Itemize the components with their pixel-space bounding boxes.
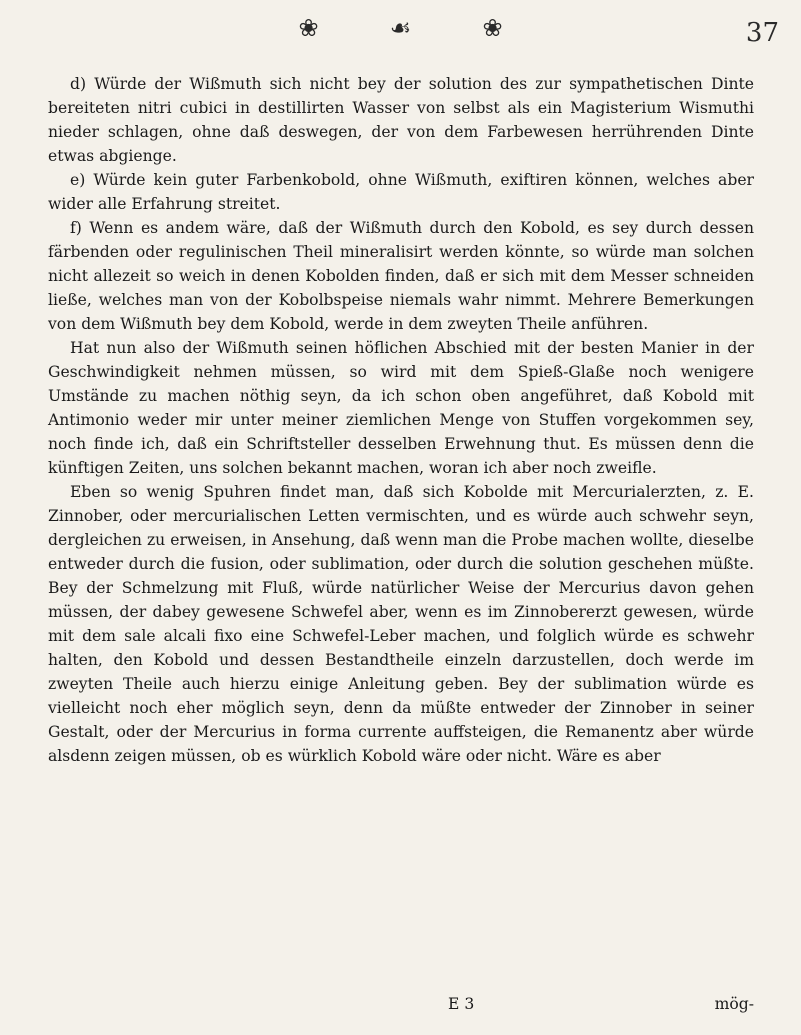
header-ornaments xyxy=(0,14,801,42)
page-footer xyxy=(48,995,754,1013)
page-number: 37 xyxy=(745,18,779,48)
ornament-left-icon: ❀ xyxy=(298,14,319,42)
signature-mark: E 3 xyxy=(448,995,475,1013)
paragraph-mercurial: Eben so wenig Spuhren findet man, daß sich Kobolde mit Mercurialerzten, z. E. Zinnober, oder mercurialischen Letten vermischten, und es würde auch schwehr seyn, dergleichen zu erweisen, in Ansehung, daß wenn man die Probe machen wollte, dieselbe entweder durch die fusion, oder sublimation, oder durch die solution geschehen müßte. Bey der Schmelzung mit Fluß, würde natürlicher Weise der Mercurius davon gehen müssen, der dabey gewesene Schwefel aber, wenn es im Zinnobererzt gewesen, würde mit dem sale alcali fixo eine Schwefel-Leber machen, und folglich würde es schwehr halten, den Kobold und dessen Bestandtheile einzeln darzustellen, doch werde im zweyten Theile auch hierzu einige Anleitung geben. Bey der sublimation würde es vielleicht noch eher möglich seyn, denn da müßte entweder der Zinnober in seiner Gestalt, oder der Mercurius in forma currente auffsteigen, die Remanentz aber würde alsdenn zeigen müssen, ob es würklich Kobold wäre oder nicht. Wäre es aber xyxy=(48,483,754,765)
ornament-right-icon: ❀ xyxy=(482,14,503,42)
paragraph-d: d) Würde der Wißmuth sich nicht bey der solution des zur sympathetischen Dinte bereiteten nitri cubici in destillirten Wasser von selbst als ein Magisterium Wismuthi nieder schlagen, ohne daß deswegen, der von dem Farbewesen herrührenden Dinte etwas abgienge. xyxy=(48,75,754,165)
paragraph-spiessglas: Hat nun also der Wißmuth seinen höflichen Abschied mit der besten Manier in der Geschwindigkeit nehmen müssen, so wird mit dem Spieß-Glaße noch wenigere Umstände zu machen nöthig seyn, da ich schon oben angeführet, daß Kobold mit Antimonio weder mir unter meiner ziemlichen Menge von Stuffen vorgekommen sey, noch finde ich, daß ein Schriftsteller desselben Erwehnung thut. Es müssen denn die künftigen Zeiten, uns solchen bekannt machen, woran ich aber noch zweifle. xyxy=(48,339,754,477)
catchword: mög- xyxy=(714,995,754,1013)
page-body-text xyxy=(48,72,754,768)
paragraph-f: f) Wenn es andem wäre, daß der Wißmuth durch den Kobold, es sey durch dessen färbenden oder regulinischen Theil mineralisirt werden könnte, so würde man solchen nicht allezeit so weich in denen Kobolden finden, daß er sich mit dem Messer schneiden ließe, welches man von der Kobolbspeise niemals wahr nimmt. Mehrere Bemerkungen von dem Wißmuth bey dem Kobold, werde in dem zweyten Theile anführen. xyxy=(48,219,754,333)
paragraph-e: e) Würde kein guter Farbenkobold, ohne Wißmuth, exiftiren können, welches aber wider alle Erfahrung streitet. xyxy=(48,171,754,213)
ornament-center-icon: ☙ xyxy=(389,14,412,42)
